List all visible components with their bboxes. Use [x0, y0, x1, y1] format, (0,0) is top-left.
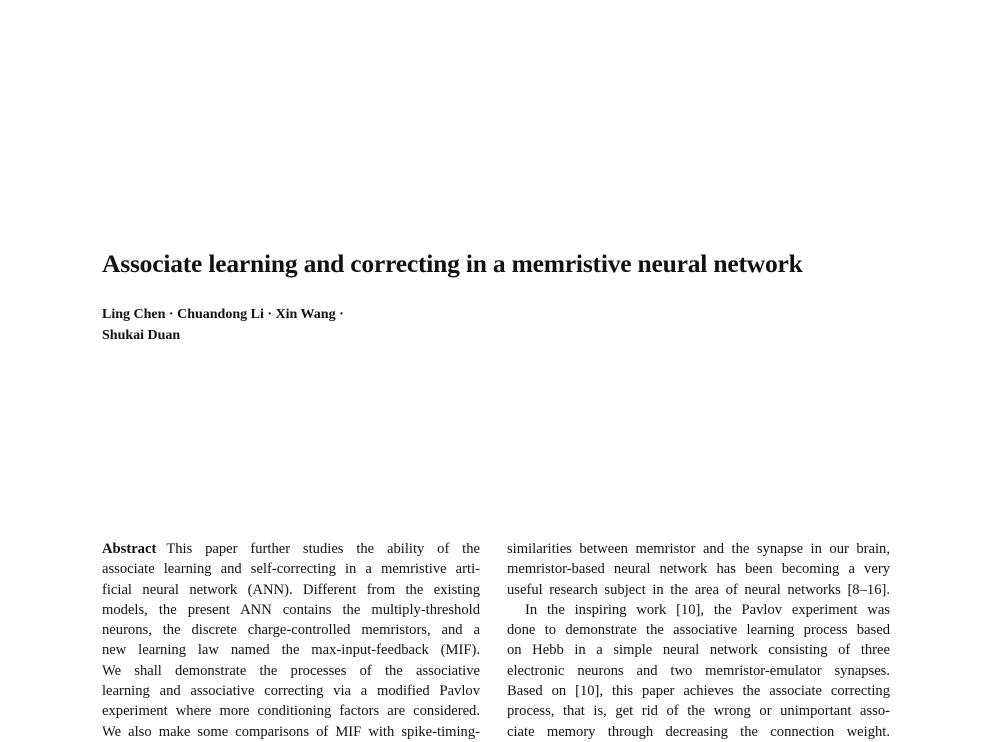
abstract-line: models, the present ANN contains the multiply-threshold — [102, 601, 480, 618]
body-line: Based on [10], this paper achieves the associate correcting — [507, 683, 890, 700]
body-line: on Hebb in a simple neural network consisting of three — [507, 642, 890, 659]
intro-column — [507, 539, 890, 742]
author-line-2: Shukai Duan — [102, 328, 181, 343]
abstract-line: We also make some comparisons of MIF with spike-timing- — [102, 723, 480, 740]
author-list — [102, 304, 482, 346]
abstract-line: ficial neural network (ANN). Different from the existing — [102, 581, 480, 598]
abstract-line: associate learning and self-correcting in a memristive arti- — [102, 561, 480, 578]
abstract-column — [102, 539, 480, 742]
abstract-line: We shall demonstrate the processes of the associative — [102, 662, 480, 679]
abstract-label: Abstract — [102, 541, 157, 557]
abstract-line: experiment where more conditioning factors are considered. — [102, 703, 480, 720]
abstract-line: learning and associative correcting via a modified Pavlov — [102, 683, 480, 700]
abstract-line: new learning law named the max-input-feedback (MIF). — [102, 642, 480, 659]
body-line: similarities between memristor and the synapse in our brain, — [507, 541, 890, 557]
body-line: process, that is, get rid of the wrong or unimportant asso- — [507, 703, 890, 720]
body-line: In the inspiring work [10], the Pavlov experiment was — [525, 601, 890, 618]
paper-title: Associate learning and correcting in a memristive neural network — [102, 249, 803, 278]
body-line: useful research subject in the area of neural networks [8–16]. — [507, 581, 890, 598]
abstract-line-text: This paper further studies the ability of the — [166, 541, 480, 557]
body-line: memristor-based neural network has been becoming a very — [507, 561, 890, 578]
author-line-1: Ling Chen · Chuandong Li · Xin Wang · — [102, 307, 344, 322]
abstract-line: neurons, the discrete charge-controlled memristors, and a — [102, 622, 480, 639]
body-line: electronic neurons and two memristor-emulator synapses. — [507, 662, 890, 679]
body-line: done to demonstrate the associative learning process based — [507, 622, 890, 639]
abstract-line — [102, 539, 480, 559]
body-line: ciate memory through decreasing the connection weight. — [507, 723, 890, 740]
